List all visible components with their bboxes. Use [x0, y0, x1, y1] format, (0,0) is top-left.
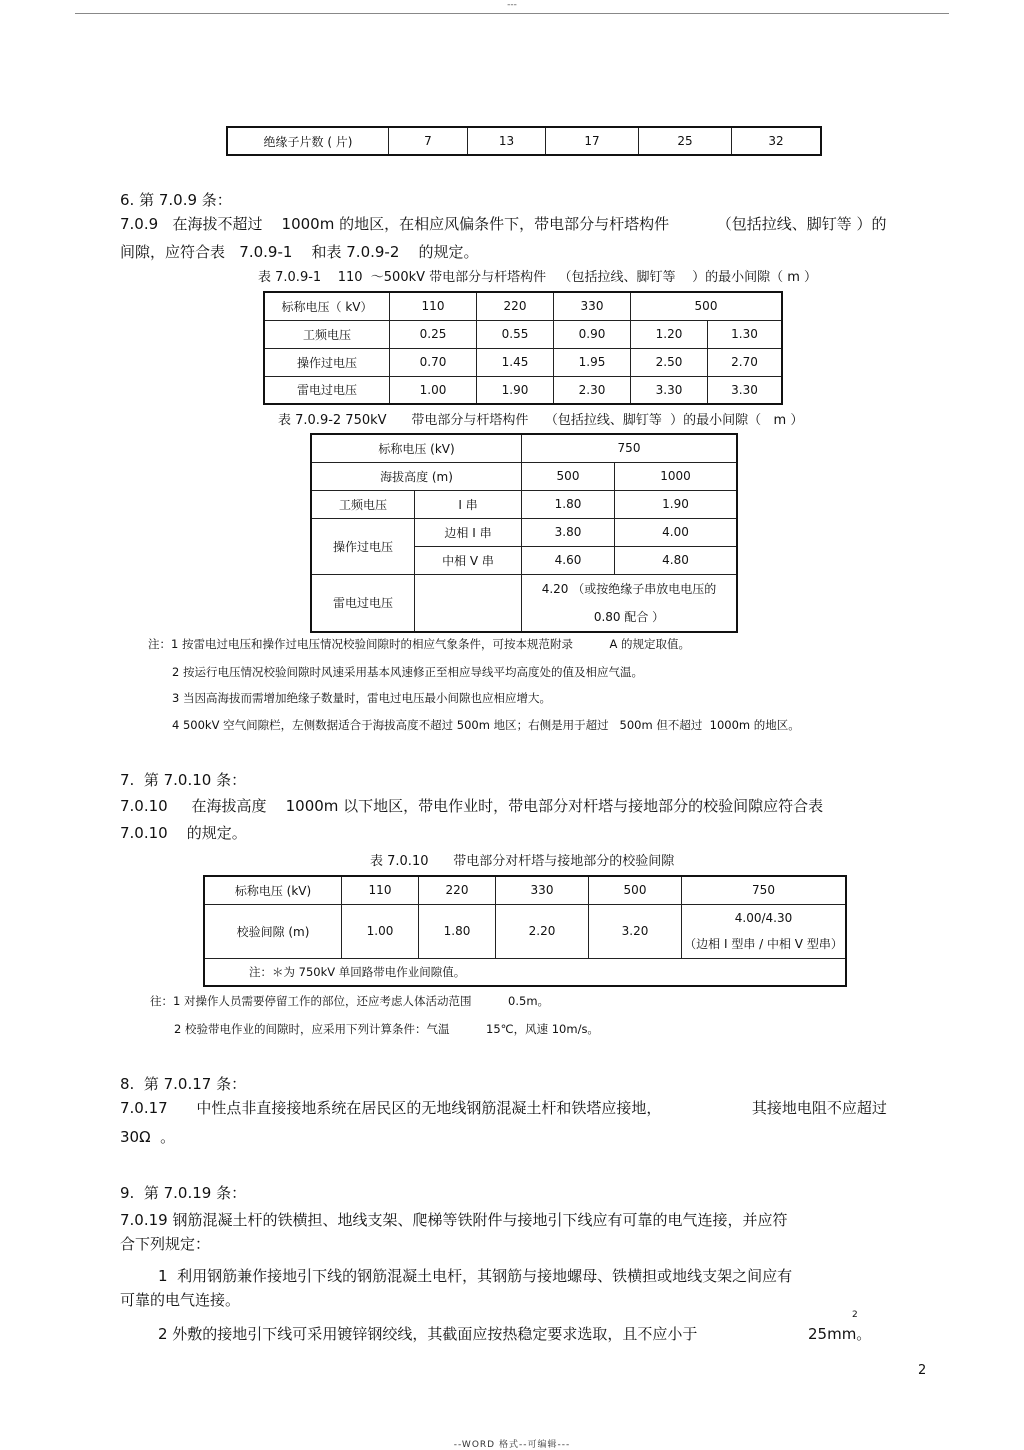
table-header-cell: 110 — [342, 876, 419, 904]
row-label: 工频电压 — [264, 320, 390, 348]
section-9-text-line1: 7.0.19 钢筋混凝土杆的铁横担、地线支架、爬梯等铁附件与接地引下线应有可靠的电气连接，并应符 — [120, 1211, 788, 1229]
table-cell: 1.95 — [554, 348, 631, 376]
row-label: 操作过电压 — [311, 518, 415, 574]
table-header-cell: 330 — [496, 876, 589, 904]
note-line: 往：1 对操作人员需要停留工作的部位，还应考虑人体活动范围 0.5m。 — [150, 994, 550, 1008]
table-row — [311, 518, 737, 546]
table-cell: 25 — [639, 127, 732, 155]
table-header-cell: 220 — [477, 292, 554, 320]
table-row — [204, 904, 846, 958]
section-9-item1-line2: 可靠的电气连接。 — [120, 1291, 241, 1309]
table-cell: 2.20 — [496, 904, 589, 958]
table-note: 注：＊为 750kV 单回路带电作业间隙值。 — [204, 958, 846, 986]
table-row — [311, 574, 737, 632]
section-9-item2-value: 25mm。 — [808, 1325, 872, 1343]
table-7-0-9-2-caption: 表 7.0.9-2 750kV 带电部分与杆塔构件 （包括拉线、脚钉等 ）的最小间隙（ m ） — [278, 413, 804, 428]
table-cell: 1.00 — [342, 904, 419, 958]
table-cell: 1.90 — [615, 490, 738, 518]
table-header-cell: 110 — [390, 292, 477, 320]
note-line: 注：1 按雷电过电压和操作过电压情况校验间隙时的相应气象条件，可按本规范附录 A 的规定取值。 — [148, 637, 691, 651]
table-cell: 1.00 — [390, 376, 477, 404]
section-8-text-line1: 7.0.17 中性点非直接接地系统在居民区的无地线钢筋混凝土杆和铁塔应接地， 其接地电阻不应超过 — [120, 1099, 887, 1117]
table-row — [264, 376, 782, 404]
row-label: 雷电过电压 — [264, 376, 390, 404]
table-header-cell: 标称电压 (kV) — [311, 434, 522, 462]
table-cell: 4.80 — [615, 546, 738, 574]
table-7-0-10 — [203, 875, 847, 987]
superscript-2: 2 — [852, 1310, 858, 1320]
table-row — [264, 348, 782, 376]
table-cell: 4.00 — [615, 518, 738, 546]
section-6-heading: 6. 第 7.0.9 条： — [120, 191, 232, 209]
lightning-value-line1: 4.20 （或按绝缘子串放电电压的 — [541, 581, 717, 596]
table-header-cell: 1000 — [615, 462, 738, 490]
row-sublabel: 边相 I 串 — [415, 518, 522, 546]
section-9-item2-text: 2 外敷的接地引下线可采用镀锌钢绞线，其截面应按热稳定要求选取，且不应小于 — [158, 1325, 698, 1343]
section-6-text-line1: 7.0.9 在海拔不超过 1000m 的地区，在相应风偏条件下，带电部分与杆塔构件 （包括拉线、脚钉等 ）的 — [120, 215, 887, 233]
insulator-count-label: 绝缘子片数 ( 片) — [227, 127, 389, 155]
lightning-value-line2: 0.80 配合 ） — [593, 609, 665, 624]
section-7-text-line2: 7.0.10 的规定。 — [120, 824, 247, 842]
insulator-count-table — [226, 126, 822, 156]
table-cell: 0.25 — [390, 320, 477, 348]
note-line: 3 当因高海拔而需增加绝缘子数量时，雷电过电压最小间隙也应相应增大。 — [172, 691, 551, 705]
empty-cell — [415, 574, 522, 632]
table-cell: 1.30 — [708, 320, 783, 348]
row-label: 校验间隙 (m) — [204, 904, 342, 958]
section-6-text-line2: 间隙，应符合表 7.0.9-1 和表 7.0.9-2 的规定。 — [120, 243, 479, 261]
table-cell: 4.60 — [522, 546, 615, 574]
note-line: 2 校验带电作业的间隙时，应采用下列计算条件：气温 15℃，风速 10m/s。 — [174, 1022, 599, 1036]
table-header-cell: 750 — [522, 434, 738, 462]
table-header-cell: 220 — [419, 876, 496, 904]
table-cell — [682, 904, 847, 958]
table-cell: 3.30 — [708, 376, 783, 404]
table-cell: 0.55 — [477, 320, 554, 348]
table-cell: 0.70 — [390, 348, 477, 376]
row-label: 操作过电压 — [264, 348, 390, 376]
table-cell: 0.90 — [554, 320, 631, 348]
table-7-0-10-caption: 表 7.0.10 带电部分对杆塔与接地部分的校验间隙 — [370, 854, 675, 869]
section-8-heading: 8. 第 7.0.17 条： — [120, 1075, 247, 1093]
table-header-cell: 500 — [631, 292, 783, 320]
table-cell: 1.90 — [477, 376, 554, 404]
table-header-cell: 500 — [522, 462, 615, 490]
table-7-0-9-1-caption: 表 7.0.9-1 110 ～500kV 带电部分与杆塔构件 （包括拉线、脚钉等 ）的最小间隙（ m ） — [258, 270, 818, 285]
section-7-text-line1: 7.0.10 在海拔高度 1000m 以下地区，带电作业时，带电部分对杆塔与接地部分的校验间隙应符合表 — [120, 797, 824, 815]
section-9-heading: 9. 第 7.0.19 条： — [120, 1184, 247, 1202]
table-cell: 17 — [546, 127, 639, 155]
section-9-item1-line1: 1 利用钢筋兼作接地引下线的钢筋混凝土电杆，其钢筋与接地螺母、铁横担或地线支架之间应有 — [158, 1267, 793, 1285]
page-number: 2 — [918, 1363, 927, 1378]
note-line: 4 500kV 空气间隙栏，左侧数据适合于海拔高度不超过 500m 地区；右侧是用于超过 500m 但不超过 1000m 的地区。 — [172, 718, 800, 732]
row-label: 工频电压 — [311, 490, 415, 518]
table-7-0-9-2 — [310, 433, 738, 633]
page-footer: --WORD 格式--可编辑--- — [453, 1440, 571, 1450]
note-line: 2 按运行电压情况校验间隙时风速采用基本风速修正至相应导线平均高度处的值及相应气温。 — [172, 665, 643, 679]
page-header-mark: --- — [507, 0, 517, 10]
section-9-text-line2: 合下列规定： — [120, 1235, 211, 1253]
table-cell: 32 — [732, 127, 822, 155]
table-cell: 1.45 — [477, 348, 554, 376]
table-cell: 3.20 — [589, 904, 682, 958]
table-cell — [522, 574, 738, 632]
table-header-cell: 750 — [682, 876, 847, 904]
row-sublabel: I 串 — [415, 490, 522, 518]
table-header-cell: 500 — [589, 876, 682, 904]
table-row — [311, 490, 737, 518]
table-7-0-9-1 — [263, 291, 783, 405]
table-header-cell: 标称电压 (kV) — [204, 876, 342, 904]
table-row — [264, 320, 782, 348]
header-divider — [75, 13, 949, 14]
table-header-cell: 330 — [554, 292, 631, 320]
table-cell: 1.20 — [631, 320, 708, 348]
table-cell: 3.80 — [522, 518, 615, 546]
section-8-text-line2: 30Ω 。 — [120, 1128, 176, 1146]
table-cell: 2.50 — [631, 348, 708, 376]
table-cell: 1.80 — [419, 904, 496, 958]
last-cell-line1: 4.00/4.30 — [734, 911, 793, 925]
table-cell: 3.30 — [631, 376, 708, 404]
table-cell: 2.30 — [554, 376, 631, 404]
table-cell: 2.70 — [708, 348, 783, 376]
table-cell: 1.80 — [522, 490, 615, 518]
last-cell-line2: （边相 I 型串 / 中相 V 型串） — [684, 937, 843, 951]
table-cell: 13 — [468, 127, 546, 155]
row-sublabel: 中相 V 串 — [415, 546, 522, 574]
table-header-cell: 标称电压（ kV） — [264, 292, 390, 320]
table-header-cell: 海拔高度 (m) — [311, 462, 522, 490]
row-label: 雷电过电压 — [311, 574, 415, 632]
section-7-heading: 7. 第 7.0.10 条： — [120, 771, 247, 789]
table-cell: 7 — [389, 127, 468, 155]
